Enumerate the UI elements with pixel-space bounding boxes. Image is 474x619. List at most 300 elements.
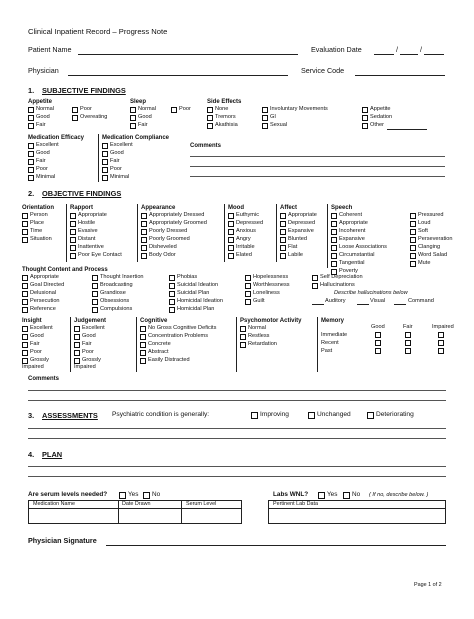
labs-no[interactable]: No — [343, 492, 360, 499]
checkbox-icon[interactable] — [207, 115, 213, 121]
checkbox-icon[interactable] — [405, 340, 411, 346]
checkbox-icon[interactable] — [228, 253, 234, 259]
checkbox-icon[interactable] — [331, 229, 337, 235]
checkbox-icon[interactable] — [140, 358, 146, 364]
checkbox-icon[interactable] — [312, 283, 318, 289]
checkbox-icon[interactable] — [70, 245, 76, 251]
thought-homicidal-ideation[interactable]: Homicidal Ideation — [169, 299, 223, 305]
checkbox-icon[interactable] — [92, 299, 98, 305]
checkbox-icon[interactable] — [140, 350, 146, 356]
checkbox-icon[interactable] — [74, 334, 80, 340]
plan-line[interactable] — [28, 466, 446, 467]
labs-col-pertinent: Pertinent Lab Data — [273, 501, 318, 507]
eval-date-day-field[interactable] — [400, 54, 418, 55]
side-effect-gi[interactable]: GI — [262, 115, 276, 121]
rapport-poor-eye-contact[interactable]: Poor Eye Contact — [70, 253, 122, 259]
checkbox-icon[interactable] — [331, 221, 337, 227]
page-number: Page 1 of 2 — [414, 582, 442, 588]
mood-elated[interactable]: Elated — [228, 253, 252, 259]
eval-date-month-field[interactable] — [374, 54, 394, 55]
serum-question: Are serum levels needed? — [28, 491, 108, 498]
judgement-fair[interactable]: Fair — [74, 342, 92, 348]
insight-title: Insight — [22, 318, 42, 324]
checkbox-icon[interactable] — [318, 492, 325, 499]
thought-homicidal-plan[interactable]: Homicidal Plan — [169, 307, 214, 313]
checkbox-icon[interactable] — [375, 332, 381, 338]
divider — [98, 134, 99, 182]
thought-suicidal-plan[interactable]: Suicidal Plan — [169, 291, 209, 297]
orientation-person[interactable]: Person — [22, 213, 48, 219]
checkbox-icon[interactable] — [410, 237, 416, 243]
speech-expansive[interactable]: Expansive — [331, 237, 365, 243]
assessment-line[interactable] — [28, 428, 446, 429]
subjective-comment-line[interactable] — [190, 176, 445, 177]
med-efficacy-title: Medication Efficacy — [28, 135, 85, 141]
affect-labile[interactable]: Labile — [280, 253, 303, 259]
checkbox-icon[interactable] — [410, 253, 416, 259]
thought-guilt[interactable]: Guilt — [245, 299, 265, 305]
cognitive-abstract[interactable]: Abstract — [140, 350, 169, 356]
checkbox-icon[interactable] — [362, 115, 368, 121]
side-effect-none[interactable]: None — [207, 107, 228, 113]
checkbox-icon[interactable] — [375, 348, 381, 354]
checkbox-icon[interactable] — [280, 213, 286, 219]
checkbox-icon[interactable] — [240, 342, 246, 348]
auditory-field[interactable] — [312, 304, 324, 305]
appetite-title: Appetite — [28, 99, 52, 105]
command-field[interactable] — [394, 304, 406, 305]
appetite-fair[interactable]: Fair — [28, 123, 46, 129]
speech-title: Speech — [331, 205, 353, 211]
checkbox-icon[interactable] — [130, 107, 136, 113]
psychomotor-retardation[interactable]: Retardation — [240, 342, 277, 348]
checkbox-icon[interactable] — [280, 245, 286, 251]
thought-compulsions[interactable]: Compulsions — [92, 307, 132, 313]
cognitive-concrete[interactable]: Concrete — [140, 342, 171, 348]
divider — [327, 204, 328, 268]
checkbox-icon[interactable] — [74, 350, 80, 356]
checkbox-icon[interactable] — [245, 275, 251, 281]
side-effect-akathisia[interactable]: Akathisia — [207, 123, 238, 129]
checkbox-icon[interactable] — [22, 283, 28, 289]
checkbox-icon[interactable] — [245, 283, 251, 289]
eval-date-year-field[interactable] — [424, 54, 444, 55]
cognitive-concentration[interactable]: Concentration Problems — [140, 334, 208, 340]
thought-phobias[interactable]: Phobias — [169, 275, 197, 281]
cognitive-no-gross-deficits[interactable]: No Gross Cognitive Deficits — [140, 326, 216, 332]
appetite-good[interactable]: Good — [28, 115, 50, 121]
checkbox-icon[interactable] — [245, 291, 251, 297]
side-effect-other-field[interactable] — [387, 129, 427, 130]
judgement-good[interactable]: Good — [74, 334, 96, 340]
side-effect-sedation[interactable]: Sedation — [362, 115, 392, 121]
checkbox-icon[interactable] — [207, 107, 213, 113]
checkbox-icon[interactable] — [331, 261, 337, 267]
assessment-deteriorating[interactable]: Deteriorating — [367, 412, 414, 419]
rapport-inattentive[interactable]: Inattentive — [70, 245, 104, 251]
assessment-line[interactable] — [28, 438, 446, 439]
compliance-good[interactable]: Good — [102, 151, 124, 157]
compliance-excellent[interactable]: Excellent — [102, 143, 133, 149]
checkbox-icon[interactable] — [280, 221, 286, 227]
checkbox-icon[interactable] — [22, 275, 28, 281]
compliance-minimal[interactable]: Minimal — [102, 175, 129, 181]
checkbox-icon[interactable] — [70, 221, 76, 227]
checkbox-icon[interactable] — [102, 175, 108, 181]
checkbox-icon[interactable] — [22, 237, 28, 243]
checkbox-icon[interactable] — [22, 307, 28, 313]
side-effect-involuntary[interactable]: Involuntary Movements — [262, 107, 328, 113]
appearance-poorly-groomed[interactable]: Poorly Groomed — [141, 237, 190, 243]
checkbox-icon[interactable] — [141, 253, 147, 259]
checkbox-icon[interactable] — [331, 253, 337, 259]
thought-loneliness[interactable]: Loneliness — [245, 291, 280, 297]
section-4-number: 4. — [28, 450, 35, 459]
checkbox-icon[interactable] — [251, 412, 258, 419]
checkbox-icon[interactable] — [375, 340, 381, 346]
checkbox-icon[interactable] — [169, 291, 175, 297]
speech-coherent[interactable]: Coherent — [331, 213, 362, 219]
physician-signature-label: Physician Signature — [28, 536, 97, 545]
checkbox-icon[interactable] — [92, 275, 98, 281]
appearance-body-odor[interactable]: Body Odor — [141, 253, 176, 259]
checkbox-icon[interactable] — [410, 213, 416, 219]
efficacy-excellent[interactable]: Excellent — [28, 143, 59, 149]
thought-self-depreciation[interactable]: Self Depreciation — [312, 275, 363, 281]
checkbox-icon[interactable] — [74, 326, 80, 332]
assessment-improving[interactable]: Improving — [251, 412, 289, 419]
thought-obsessions[interactable]: Obsessions — [92, 299, 129, 305]
speech-pressured[interactable]: Pressured — [410, 213, 444, 219]
checkbox-icon[interactable] — [140, 326, 146, 332]
rapport-evasive[interactable]: Evasive — [70, 229, 98, 235]
checkbox-icon[interactable] — [92, 283, 98, 289]
checkbox-icon[interactable] — [228, 245, 234, 251]
patient-name-field[interactable] — [78, 54, 298, 55]
memory-title: Memory — [321, 318, 345, 324]
checkbox-icon[interactable] — [28, 175, 34, 181]
physician-signature-field[interactable] — [106, 545, 446, 546]
checkbox-icon[interactable] — [70, 229, 76, 235]
checkbox-icon[interactable] — [410, 261, 416, 267]
mood-irritable[interactable]: Irritable — [228, 245, 255, 251]
insight-poor[interactable]: Poor — [22, 350, 42, 356]
checkbox-icon[interactable] — [130, 115, 136, 121]
memory-col-fair: Fair — [403, 324, 413, 330]
checkbox-icon[interactable] — [140, 334, 146, 340]
checkbox-icon[interactable] — [143, 492, 150, 499]
section-1-number: 1. — [28, 86, 35, 95]
checkbox-icon[interactable] — [331, 245, 337, 251]
checkbox-icon[interactable] — [102, 167, 108, 173]
checkbox-icon[interactable] — [410, 245, 416, 251]
speech-clanging[interactable]: Clanging — [410, 245, 440, 251]
speech-poverty[interactable]: Poverty — [331, 269, 358, 275]
med-compliance-title: Medication Compliance — [102, 135, 170, 141]
checkbox-icon[interactable] — [102, 143, 108, 149]
checkbox-icon[interactable] — [28, 143, 34, 149]
checkbox-icon[interactable] — [280, 237, 286, 243]
checkbox-icon[interactable] — [22, 326, 28, 332]
thought-delusional[interactable]: Delusional — [22, 291, 56, 297]
checkbox-icon[interactable] — [28, 107, 34, 113]
serum-no[interactable]: No — [143, 492, 160, 499]
appetite-poor[interactable]: Poor — [72, 107, 92, 113]
cognitive-title: Cognitive — [140, 318, 168, 324]
efficacy-fair[interactable]: Fair — [28, 159, 46, 165]
checkbox-icon[interactable] — [92, 291, 98, 297]
checkbox-icon[interactable] — [70, 253, 76, 259]
assessment-unchanged[interactable]: Unchanged — [308, 412, 351, 419]
speech-perseveration[interactable]: Perseveration — [410, 237, 453, 243]
objective-comment-line[interactable] — [28, 400, 446, 401]
speech-incoherent[interactable]: Incoherent — [331, 229, 365, 235]
checkbox-icon[interactable] — [405, 332, 411, 338]
affect-flat[interactable]: Flat — [280, 245, 297, 251]
checkbox-icon[interactable] — [169, 299, 175, 305]
checkbox-icon[interactable] — [22, 291, 28, 297]
checkbox-icon[interactable] — [141, 237, 147, 243]
checkbox-icon[interactable] — [228, 221, 234, 227]
appearance-appropriately-dressed[interactable]: Appropriately Dressed — [141, 213, 204, 219]
checkbox-icon[interactable] — [280, 253, 286, 259]
orientation-place[interactable]: Place — [22, 221, 44, 227]
checkbox-icon[interactable] — [169, 283, 175, 289]
judgement-title: Judgement — [74, 318, 107, 324]
sleep-normal[interactable]: Normal — [130, 107, 156, 113]
efficacy-good[interactable]: Good — [28, 151, 50, 157]
mood-depressed[interactable]: Depressed — [228, 221, 263, 227]
checkbox-icon[interactable] — [102, 159, 108, 165]
affect-appropriate[interactable]: Appropriate — [280, 213, 317, 219]
thought-title: Thought Content and Process — [22, 267, 108, 273]
memory-col-good: Good — [371, 324, 385, 330]
checkbox-icon[interactable] — [245, 299, 251, 305]
checkbox-icon[interactable] — [141, 213, 147, 219]
psychomotor-normal[interactable]: Normal — [240, 326, 266, 332]
speech-appropriate[interactable]: Appropriate — [331, 221, 368, 227]
appetite-overeating[interactable]: Overeating — [72, 115, 107, 121]
orientation-situation[interactable]: Situation — [22, 237, 52, 243]
checkbox-icon[interactable] — [22, 229, 28, 235]
checkbox-icon[interactable] — [312, 275, 318, 281]
serum-col-date: Date Drawn — [122, 501, 151, 507]
rapport-distant[interactable]: Distant — [70, 237, 95, 243]
checkbox-icon[interactable] — [22, 299, 28, 305]
divider — [137, 204, 138, 262]
speech-word-salad[interactable]: Word Salad — [410, 253, 447, 259]
judgement-poor[interactable]: Poor — [74, 350, 94, 356]
checkbox-icon[interactable] — [102, 151, 108, 157]
checkbox-icon[interactable] — [28, 115, 34, 121]
insight-fair[interactable]: Fair — [22, 342, 40, 348]
speech-loud[interactable]: Loud — [410, 221, 430, 227]
thought-persecution[interactable]: Persecution — [22, 299, 60, 305]
mood-angry[interactable]: Angry — [228, 237, 251, 243]
sleep-title: Sleep — [130, 99, 147, 105]
checkbox-icon[interactable] — [228, 229, 234, 235]
checkbox-icon[interactable] — [22, 221, 28, 227]
checkbox-icon[interactable] — [362, 123, 368, 129]
compliance-poor[interactable]: Poor — [102, 167, 122, 173]
memory-row-past: Past — [321, 348, 333, 354]
mood-euthymic[interactable]: Euthymic — [228, 213, 259, 219]
checkbox-icon[interactable] — [331, 237, 337, 243]
assessment-prompt: Psychiatric condition is generally: — [112, 411, 210, 418]
checkbox-icon[interactable] — [280, 229, 286, 235]
checkbox-icon[interactable] — [70, 213, 76, 219]
checkbox-icon[interactable] — [438, 332, 444, 338]
checkbox-icon[interactable] — [28, 123, 34, 129]
checkbox-icon[interactable] — [169, 275, 175, 281]
side-effect-sexual[interactable]: Sexual — [262, 123, 287, 129]
appearance-poorly-dressed[interactable]: Poorly Dressed — [141, 229, 187, 235]
affect-blunted[interactable]: Blunted — [280, 237, 307, 243]
subjective-comment-line[interactable] — [190, 156, 445, 157]
checkbox-icon[interactable] — [119, 492, 126, 499]
checkbox-icon[interactable] — [141, 221, 147, 227]
checkbox-icon[interactable] — [140, 342, 146, 348]
checkbox-icon[interactable] — [130, 123, 136, 129]
thought-hopelessness[interactable]: Hopelessness — [245, 275, 288, 281]
thought-appropriate[interactable]: Appropriate — [22, 275, 59, 281]
insight-good[interactable]: Good — [22, 334, 44, 340]
checkbox-icon[interactable] — [28, 159, 34, 165]
checkbox-icon[interactable] — [438, 340, 444, 346]
cognitive-easily-distracted[interactable]: Easily Distracted — [140, 358, 190, 364]
speech-circumstantial[interactable]: Circumstantial — [331, 253, 374, 259]
checkbox-icon[interactable] — [72, 107, 78, 113]
compliance-fair[interactable]: Fair — [102, 159, 120, 165]
speech-mute[interactable]: Mute — [410, 261, 430, 267]
affect-depressed[interactable]: Depressed — [280, 221, 315, 227]
checkbox-icon[interactable] — [240, 326, 246, 332]
side-effect-appetite[interactable]: Appetite — [362, 107, 391, 113]
checkbox-icon[interactable] — [308, 412, 315, 419]
speech-tangential[interactable]: Tangential — [331, 261, 365, 267]
serum-table-row[interactable] — [28, 508, 242, 524]
divider — [317, 317, 318, 372]
checkbox-icon[interactable] — [207, 123, 213, 129]
rapport-title: Rapport — [70, 205, 93, 211]
thought-broadcasting[interactable]: Broadcasting — [92, 283, 133, 289]
checkbox-icon[interactable] — [362, 107, 368, 113]
checkbox-icon[interactable] — [74, 342, 80, 348]
insight-excellent[interactable]: Excellent — [22, 326, 53, 332]
checkbox-icon[interactable] — [141, 229, 147, 235]
checkbox-icon[interactable] — [343, 492, 350, 499]
thought-grandiose[interactable]: Grandiose — [92, 291, 126, 297]
service-code-field[interactable] — [355, 75, 445, 76]
hallucinations-note: Describe hallucinations below — [334, 290, 408, 296]
thought-hallucinations[interactable]: Hallucinations — [312, 283, 355, 289]
checkbox-icon[interactable] — [92, 307, 98, 313]
checkbox-icon[interactable] — [22, 213, 28, 219]
section-1-heading: SUBJECTIVE FINDINGS — [42, 86, 126, 95]
labs-table-row[interactable] — [268, 508, 446, 524]
objective-comment-line[interactable] — [28, 390, 446, 391]
checkbox-icon[interactable] — [240, 334, 246, 340]
checkbox-icon[interactable] — [141, 245, 147, 251]
checkbox-icon[interactable] — [28, 167, 34, 173]
physician-field[interactable] — [68, 75, 288, 76]
plan-line[interactable] — [28, 476, 446, 477]
checkbox-icon[interactable] — [262, 115, 268, 121]
rapport-appropriate[interactable]: Appropriate — [70, 213, 107, 219]
judgement-grossly-impaired[interactable]: Grossly — [74, 358, 101, 364]
patient-name-label: Patient Name — [28, 45, 72, 54]
checkbox-icon[interactable] — [410, 221, 416, 227]
thought-suicidal-ideation[interactable]: Suicidal Ideation — [169, 283, 218, 289]
serum-yes[interactable]: Yes — [119, 492, 138, 499]
visual-field[interactable] — [357, 304, 369, 305]
checkbox-icon[interactable] — [22, 334, 28, 340]
auditory-label: Auditory — [325, 298, 346, 304]
rapport-hostile[interactable]: Hostile — [70, 221, 95, 227]
checkbox-icon[interactable] — [262, 107, 268, 113]
judgement-impaired-label: Impaired — [74, 364, 96, 370]
psychomotor-restless[interactable]: Restless — [240, 334, 269, 340]
orientation-title: Orientation — [22, 205, 55, 211]
affect-expansive[interactable]: Expansive — [280, 229, 314, 235]
checkbox-icon[interactable] — [331, 213, 337, 219]
service-code-label: Service Code — [301, 66, 345, 75]
efficacy-poor[interactable]: Poor — [28, 167, 48, 173]
sleep-poor[interactable]: Poor — [171, 107, 191, 113]
sleep-good[interactable]: Good — [130, 115, 152, 121]
thought-goal-directed[interactable]: Goal Directed — [22, 283, 64, 289]
checkbox-icon[interactable] — [22, 350, 28, 356]
side-effect-tremors[interactable]: Tremors — [207, 115, 236, 121]
checkbox-icon[interactable] — [22, 342, 28, 348]
mood-anxious[interactable]: Anxious — [228, 229, 256, 235]
memory-row-recent: Recent — [321, 340, 339, 346]
side-effect-other[interactable]: Other — [362, 123, 384, 129]
checkbox-icon[interactable] — [228, 213, 234, 219]
checkbox-icon[interactable] — [28, 151, 34, 157]
appearance-disheveled[interactable]: Disheveled — [141, 245, 177, 251]
speech-soft[interactable]: Soft — [410, 229, 428, 235]
checkbox-icon[interactable] — [72, 115, 78, 121]
checkbox-icon[interactable] — [405, 348, 411, 354]
checkbox-icon[interactable] — [171, 107, 177, 113]
thought-worthlessness[interactable]: Worthlessness — [245, 283, 290, 289]
appearance-appropriately-groomed[interactable]: Appropriately Groomed — [141, 221, 207, 227]
checkbox-icon[interactable] — [228, 237, 234, 243]
subjective-comment-line[interactable] — [190, 166, 445, 167]
sleep-fair[interactable]: Fair — [130, 123, 148, 129]
checkbox-icon[interactable] — [169, 307, 175, 313]
checkbox-icon[interactable] — [367, 412, 374, 419]
document-title: Clinical Inpatient Record – Progress Note — [28, 27, 168, 36]
thought-reference[interactable]: Reference — [22, 307, 56, 313]
checkbox-icon[interactable] — [410, 229, 416, 235]
judgement-excellent[interactable]: Excellent — [74, 326, 105, 332]
checkbox-icon[interactable] — [438, 348, 444, 354]
appetite-normal[interactable]: Normal — [28, 107, 54, 113]
speech-loose-associations[interactable]: Loose Associations — [331, 245, 387, 251]
section-3-heading: ASSESSMENTS — [42, 411, 98, 420]
insight-grossly-impaired[interactable]: Grossly — [22, 358, 49, 364]
checkbox-icon[interactable] — [70, 237, 76, 243]
efficacy-minimal[interactable]: Minimal — [28, 175, 55, 181]
thought-insertion[interactable]: Thought Insertion — [92, 275, 144, 281]
orientation-time[interactable]: Time — [22, 229, 42, 235]
labs-yes[interactable]: Yes — [318, 492, 337, 499]
insight-impaired-label: Impaired — [22, 364, 44, 370]
command-label: Command — [408, 298, 434, 304]
checkbox-icon[interactable] — [262, 123, 268, 129]
